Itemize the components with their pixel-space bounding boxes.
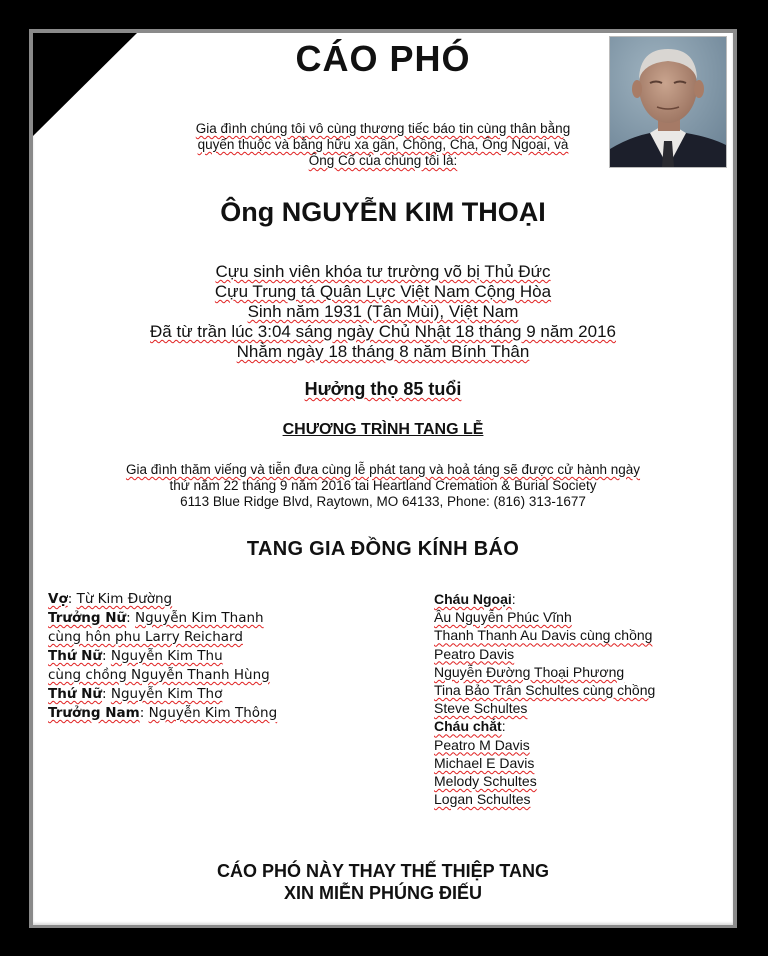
program-line: 6113 Blue Ridge Blvd, Raytown, MO 64133, Phone: (816) 313-1677 [180, 494, 586, 509]
bio-line: Đã từ trần lúc 3:04 sáng ngày Chủ Nhật 18 tháng 9 năm 2016 [150, 322, 616, 341]
program-line: thứ năm 22 tháng 9 năm 2016 tai Heartland Cremation & Burial Society [169, 478, 597, 493]
funeral-program-details [33, 462, 733, 510]
separator: : [126, 610, 135, 626]
family-member-row [48, 704, 378, 723]
family-member-row [434, 699, 724, 717]
member-name: Âu Nguyễn Phúc Vĩnh [434, 609, 572, 626]
family-member-row [48, 590, 378, 609]
closing-note [33, 860, 733, 904]
member-name: Nguyễn Đường Thoại Phương [434, 663, 625, 680]
relation-label: Thứ Nữ [48, 648, 103, 664]
member-name: Logan Schultes [434, 791, 531, 808]
relation-label: Thứ Nữ [48, 686, 103, 702]
separator: : [102, 648, 111, 664]
member-name: Tina Bảo Trân Schultes cùng chồng [434, 682, 656, 699]
family-member-row [48, 647, 378, 666]
member-name: Nguyễn Kim Thông [148, 705, 278, 721]
obituary-page [33, 33, 733, 925]
closing-line: CÁO PHÓ NÀY THAY THẾ THIỆP TANG [216, 861, 550, 881]
family-member-row [48, 685, 378, 704]
bio-line: Cựu Trung tá Quân Lực Việt Nam Cộng Hòa [214, 282, 552, 301]
family-member-row [434, 790, 724, 808]
member-name: Peatro Davis [434, 645, 515, 662]
relation-label: Cháu chắt [434, 718, 502, 735]
intro-line: quyến thuộc và bằng hữu xa gần, Chồng, Cha, Ông Ngoại, và [197, 137, 569, 152]
great-grandchildren-heading [434, 717, 724, 735]
family-list-left [48, 590, 378, 723]
family-member-row [48, 609, 378, 628]
family-member-row [48, 628, 378, 647]
bio-line: Nhằm ngày 18 tháng 8 năm Bính Thân [236, 342, 530, 361]
family-announcement: TANG GIA ĐỒNG KÍNH BÁO [246, 538, 520, 560]
funeral-program-heading: CHƯƠNG TRÌNH TANG LỄ [282, 421, 484, 438]
member-name: Peatro M Davis [434, 736, 530, 753]
member-name: Từ Kim Đường [76, 591, 173, 607]
deceased-name [33, 197, 733, 228]
member-name: Nguyễn Kim Thanh [135, 610, 264, 626]
bio-line: Cựu sinh viên khóa tư trường võ bị Thủ Đức [215, 262, 551, 281]
member-name: Michael E Davis [434, 754, 535, 771]
family-list-right [434, 590, 724, 808]
age-line [33, 379, 733, 400]
member-name: Nguyễn Kim Thu [110, 648, 223, 664]
relation-label: Trưởng Nữ [48, 610, 127, 626]
family-member-row [48, 666, 378, 685]
relation-label: Cháu Ngoại [434, 591, 512, 607]
relation-label: Vợ [48, 591, 68, 607]
biography [33, 262, 733, 362]
member-name: cùng chồng Nguyễn Thanh Hùng [48, 667, 270, 683]
relation-label: Trưởng Nam [48, 705, 140, 721]
grandchildren-heading [434, 590, 724, 608]
family-member-row [434, 608, 724, 626]
family-member-row [434, 681, 724, 699]
bio-line: Sinh năm 1931 (Tân Mùi), Việt Nam [247, 302, 519, 321]
member-name: Steve Schultes [434, 700, 528, 717]
family-member-row [434, 754, 724, 772]
separator: : [511, 591, 516, 607]
intro-line: Gia đình chúng tôi vô cùng thương tiếc báo tin cùng thân bằng [195, 121, 571, 136]
separator: : [67, 591, 77, 607]
family-member-row [434, 772, 724, 790]
intro-paragraph [163, 121, 603, 169]
family-member-row [434, 645, 724, 663]
deceased-name-text: Ông NGUYỄN KIM THOẠI [220, 197, 546, 227]
separator: : [102, 686, 111, 702]
closing-line: XIN MIỄN PHÚNG ĐIẾU [283, 883, 483, 903]
member-name: Nguyễn Kim Thơ [110, 686, 223, 702]
separator: : [501, 718, 506, 735]
member-name: Melody Schultes [434, 773, 537, 790]
age-text: Hưởng thọ 85 tuổi [304, 379, 462, 399]
family-member-row [434, 626, 724, 644]
intro-line: Ông Cố của chúng tôi là: [308, 153, 458, 168]
member-name: Thanh Thanh Au Davis cùng chồng [434, 627, 653, 644]
page-title: CÁO PHÓ [295, 38, 471, 79]
family-member-row [434, 736, 724, 754]
member-name: cùng hôn phu Larry Reichard [48, 629, 243, 645]
family-member-row [434, 663, 724, 681]
program-line: Gia đình thăm viếng và tiễn đưa cùng lễ phát tang và hoả táng sẽ được cử hành ngày [125, 462, 641, 477]
separator: : [139, 705, 149, 721]
